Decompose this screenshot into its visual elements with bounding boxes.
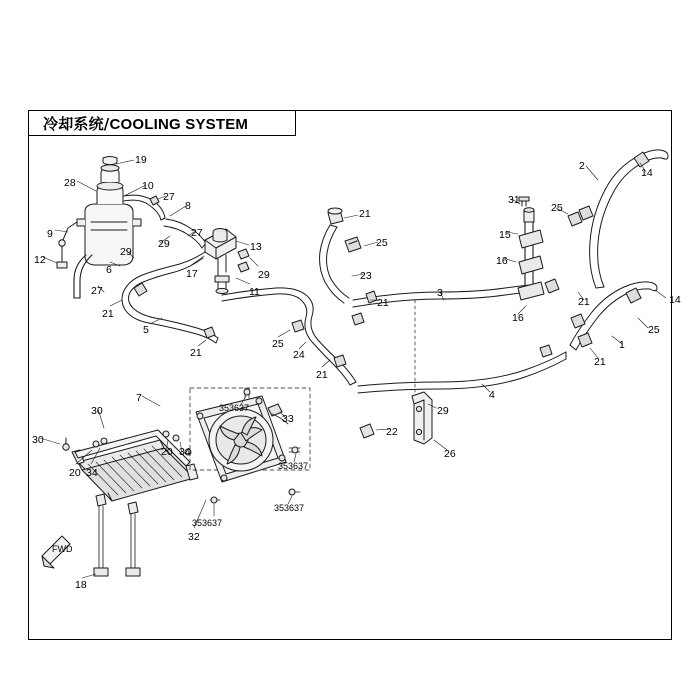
- title-label-cn: 冷却系统/: [43, 114, 110, 133]
- callout-c30b: 30: [32, 434, 44, 446]
- callout-c353637b: 353637: [278, 461, 309, 471]
- thermostat-housing: [205, 229, 249, 294]
- callout-c353637d: 353637: [192, 518, 223, 528]
- hose-1: [570, 282, 657, 350]
- bracket-26: [360, 297, 432, 444]
- callout-c7: 7: [136, 392, 142, 404]
- callout-c3: 3: [437, 287, 443, 299]
- callout-c25d: 25: [648, 324, 660, 336]
- clamps-misc: [545, 279, 559, 293]
- callout-c21c: 21: [316, 369, 328, 381]
- callout-c13: 13: [250, 241, 262, 253]
- callout-c11: 11: [249, 286, 260, 298]
- callout-c21e: 21: [377, 297, 389, 309]
- callout-c20a: 20: [161, 446, 173, 458]
- callout-c9: 9: [47, 228, 53, 240]
- callout-c5: 5: [143, 324, 149, 336]
- callout-c31: 31: [508, 194, 520, 206]
- callout-c10: 10: [142, 180, 154, 192]
- callout-cfwd: FWD: [52, 544, 73, 554]
- callout-c27c: 27: [91, 285, 103, 297]
- callout-c21g: 21: [594, 356, 606, 368]
- callout-c12: 12: [34, 254, 46, 266]
- callout-c14b: 14: [669, 294, 681, 306]
- callout-c25b: 25: [376, 237, 388, 249]
- callout-c29c: 29: [258, 269, 270, 281]
- fan-assembly: [190, 388, 310, 503]
- callout-c15: 15: [499, 229, 511, 241]
- pipe-15-16: [518, 197, 544, 300]
- callout-c14a: 14: [641, 167, 653, 179]
- callout-c6: 6: [106, 264, 112, 276]
- callout-c28: 28: [64, 177, 76, 189]
- callout-c29d: 29: [437, 405, 449, 417]
- callout-c16a: 16: [496, 255, 508, 267]
- callout-c33: 33: [282, 413, 294, 425]
- callout-c8: 8: [185, 200, 191, 212]
- callout-c27a: 27: [163, 191, 175, 203]
- callout-c16b: 16: [512, 312, 524, 324]
- callout-c26: 26: [444, 448, 456, 460]
- hose-23: [320, 208, 361, 303]
- callout-c34b: 34: [86, 467, 98, 479]
- callout-c24: 24: [293, 349, 305, 361]
- hose-4: [358, 345, 566, 393]
- callout-c2: 2: [579, 160, 585, 172]
- callout-c23: 23: [360, 270, 372, 282]
- callout-c19: 19: [135, 154, 147, 166]
- callout-c25c: 25: [551, 202, 563, 214]
- callout-c34a: 34: [179, 446, 191, 458]
- callout-c353637c: 353637: [274, 503, 305, 513]
- callout-c21f: 21: [578, 296, 590, 308]
- callout-c17: 17: [186, 268, 198, 280]
- callout-c21d: 21: [359, 208, 371, 220]
- callout-c27b: 27: [191, 227, 203, 239]
- callout-c22: 22: [386, 426, 398, 438]
- callout-c32: 32: [188, 531, 200, 543]
- callout-c29a: 29: [158, 238, 170, 250]
- callout-c21a: 21: [102, 308, 114, 320]
- title-label-en: COOLING SYSTEM: [109, 115, 249, 133]
- callout-c20b: 20: [69, 467, 81, 479]
- callout-c1: 1: [619, 339, 625, 351]
- callout-c353637a: 353637: [219, 403, 250, 413]
- callout-c18: 18: [75, 579, 87, 591]
- callout-c25a: 25: [272, 338, 284, 350]
- callout-c4: 4: [489, 389, 495, 401]
- radiator: [63, 430, 198, 576]
- callout-c30a: 30: [91, 405, 103, 417]
- hose-5: [122, 252, 218, 343]
- callout-c21b: 21: [190, 347, 202, 359]
- callout-c29b: 29: [120, 246, 132, 258]
